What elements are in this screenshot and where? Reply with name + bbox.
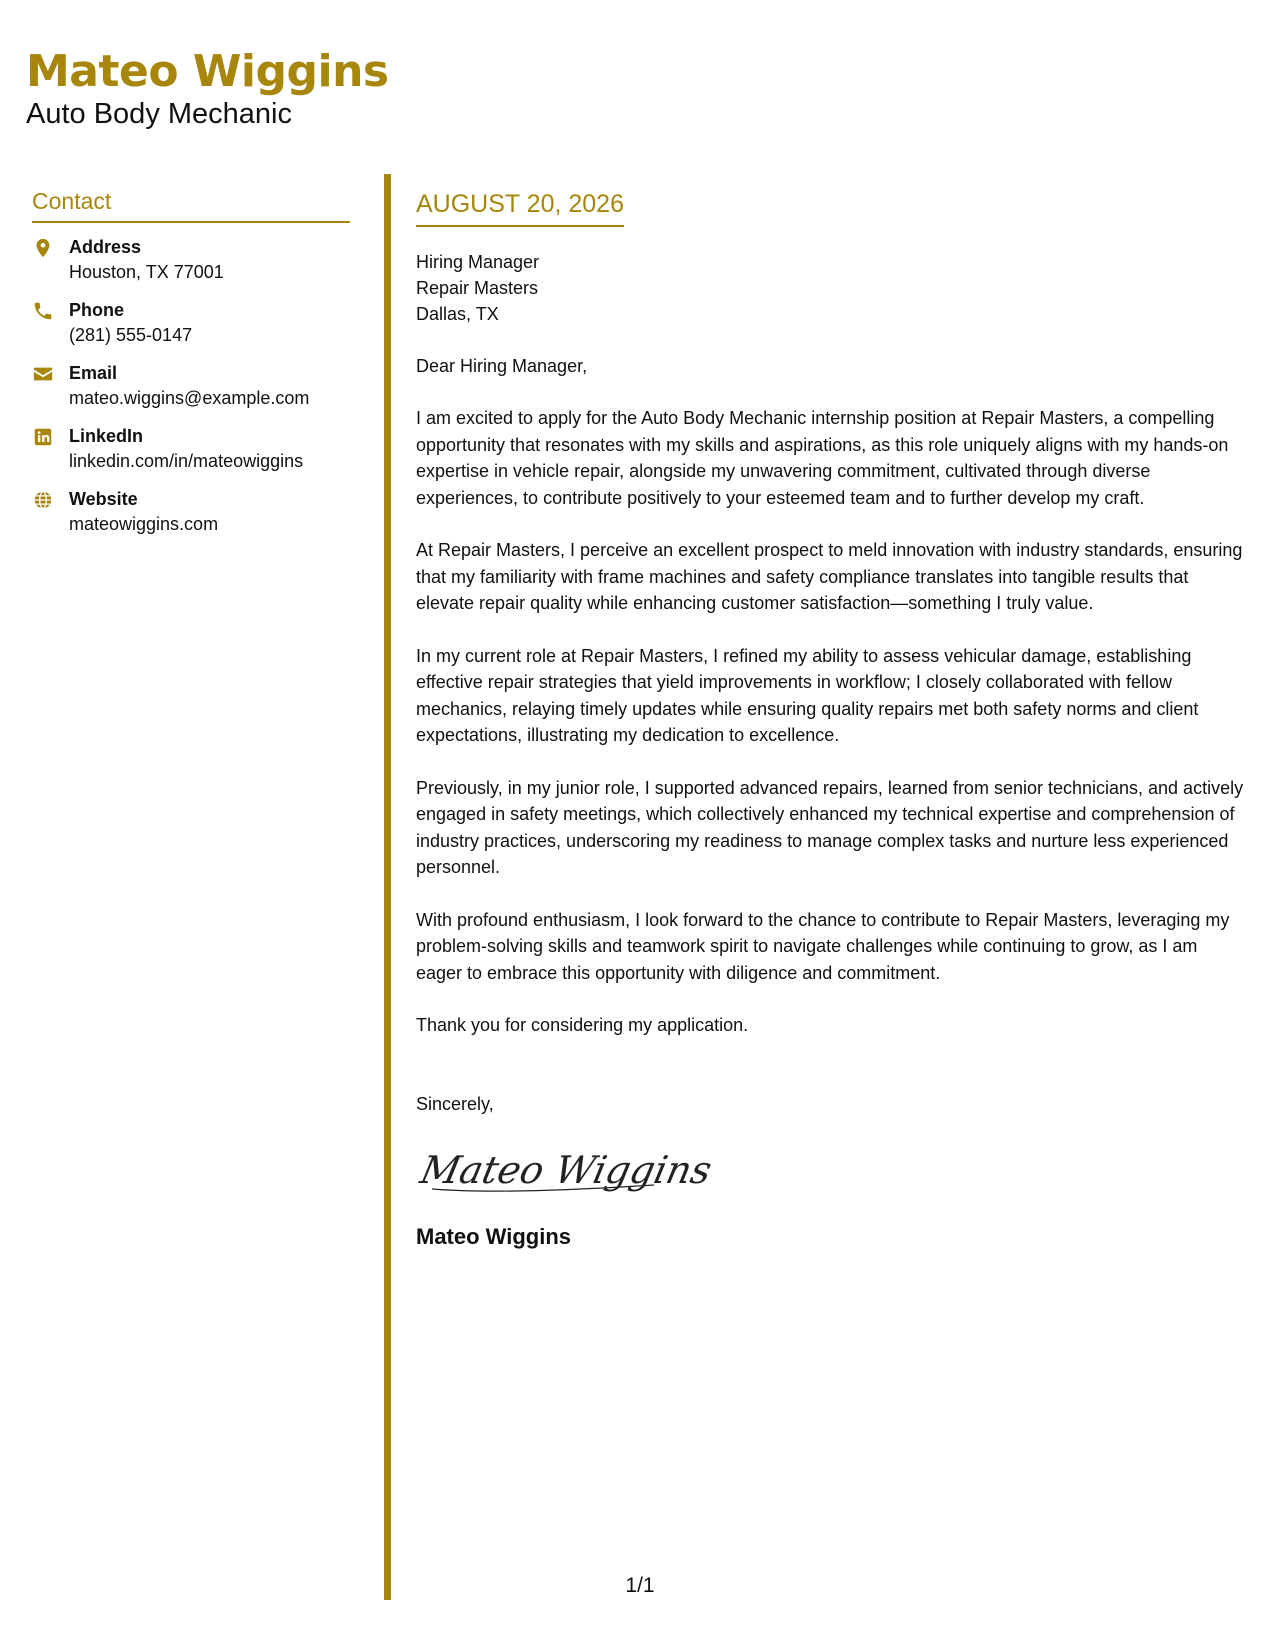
signature-image (416, 1139, 1246, 1204)
contact-item-linkedin (32, 424, 352, 474)
vertical-divider (384, 174, 391, 1600)
recipient-line: Hiring Manager (416, 252, 540, 272)
contact-list (32, 235, 352, 537)
contact-label: LinkedIn (69, 426, 144, 446)
globe-icon (32, 489, 54, 511)
signer-name: Mateo Wiggins (416, 1223, 572, 1249)
signature-text: Mateo Wiggins (416, 1147, 716, 1193)
closing: Sincerely, (416, 1093, 494, 1114)
contact-item-phone (32, 298, 352, 348)
contact-value: Houston, TX 77001 (69, 262, 224, 282)
letter-paragraph: I am excited to apply for the Auto Body Mechanic internship position at Repair Masters, a compelling opportunity that resonates with my skills and aspirations, as this role uniquely aligns with my hands-on expertise in vehicle repair, alongside my unwavering commitment, cultivated through diverse experiences, to contribute positively to your esteemed team and to further develop my craft. (416, 408, 1229, 508)
contact-label: Address (69, 237, 142, 257)
letter-paragraph: At Repair Masters, I perceive an excellent prospect to meld innovation with industry standards, ensuring that my familiarity with frame machines and safety compliance translates into tangible results that elevate repair quality while enhancing customer satisfaction—something I truly value. (416, 540, 1243, 613)
contact-label: Website (69, 489, 138, 509)
contact-value: (281) 555-0147 (69, 325, 193, 345)
contact-value: linkedin.com/in/mateowiggins (69, 451, 304, 471)
contact-value: mateowiggins.com (69, 514, 219, 534)
letter-paragraph: In my current role at Repair Masters, I refined my ability to assess vehicular damage, establishing effective repair strategies that yield improvements in workflow; I closely collaborated with fellow mechanics, relaying timely updates while ensuring quality repairs met both safety norms and client expectations, illustrating my dedication to excellence. (416, 645, 1199, 745)
resume-header (26, 48, 389, 131)
phone-icon (32, 300, 54, 322)
contact-text (69, 487, 218, 537)
applicant-name: Mateo Wiggins (26, 46, 389, 97)
contact-text (69, 424, 303, 474)
map-pin-icon (32, 237, 54, 259)
contact-label: Email (69, 363, 118, 383)
contact-item-address (32, 235, 352, 285)
contact-section-title: Contact (32, 188, 350, 223)
recipient-line: Dallas, TX (416, 304, 499, 324)
recipient-block (416, 249, 1246, 327)
letter-date: AUGUST 20, 2026 (416, 190, 624, 227)
contact-text (69, 235, 224, 285)
letter-paragraph: Previously, in my junior role, I supported advanced repairs, learned from senior technicians, and actively engaged in safety meetings, which collectively enhanced my technical expertise and comprehension of industry practices, underscoring my readiness to manage complex tasks and nurture less experienced personnel. (416, 777, 1244, 877)
letter-paragraph: With profound enthusiasm, I look forward to the chance to contribute to Repair Masters, leveraging my problem-solving skills and teamwork spirit to navigate challenges while continuing to grow, as I am eager to embrace this opportunity with diligence and commitment. (416, 909, 1230, 983)
recipient-line: Repair Masters (416, 278, 539, 298)
contact-sidebar (32, 188, 352, 550)
signature-drawing (416, 1139, 716, 1199)
envelope-icon (32, 363, 54, 385)
contact-item-email (32, 361, 352, 411)
contact-label: Phone (69, 300, 125, 320)
contact-value: mateo.wiggins@example.com (69, 388, 310, 408)
letter-paragraph: Thank you for considering my application. (416, 1015, 749, 1035)
page-number: 1/1 (625, 1574, 655, 1597)
contact-text (69, 361, 309, 411)
letter-body (416, 190, 1246, 1250)
contact-item-website (32, 487, 352, 537)
contact-text (69, 298, 192, 348)
linkedin-icon (32, 426, 54, 448)
job-title: Auto Body Mechanic (26, 98, 292, 131)
salutation: Dear Hiring Manager, (416, 356, 588, 376)
